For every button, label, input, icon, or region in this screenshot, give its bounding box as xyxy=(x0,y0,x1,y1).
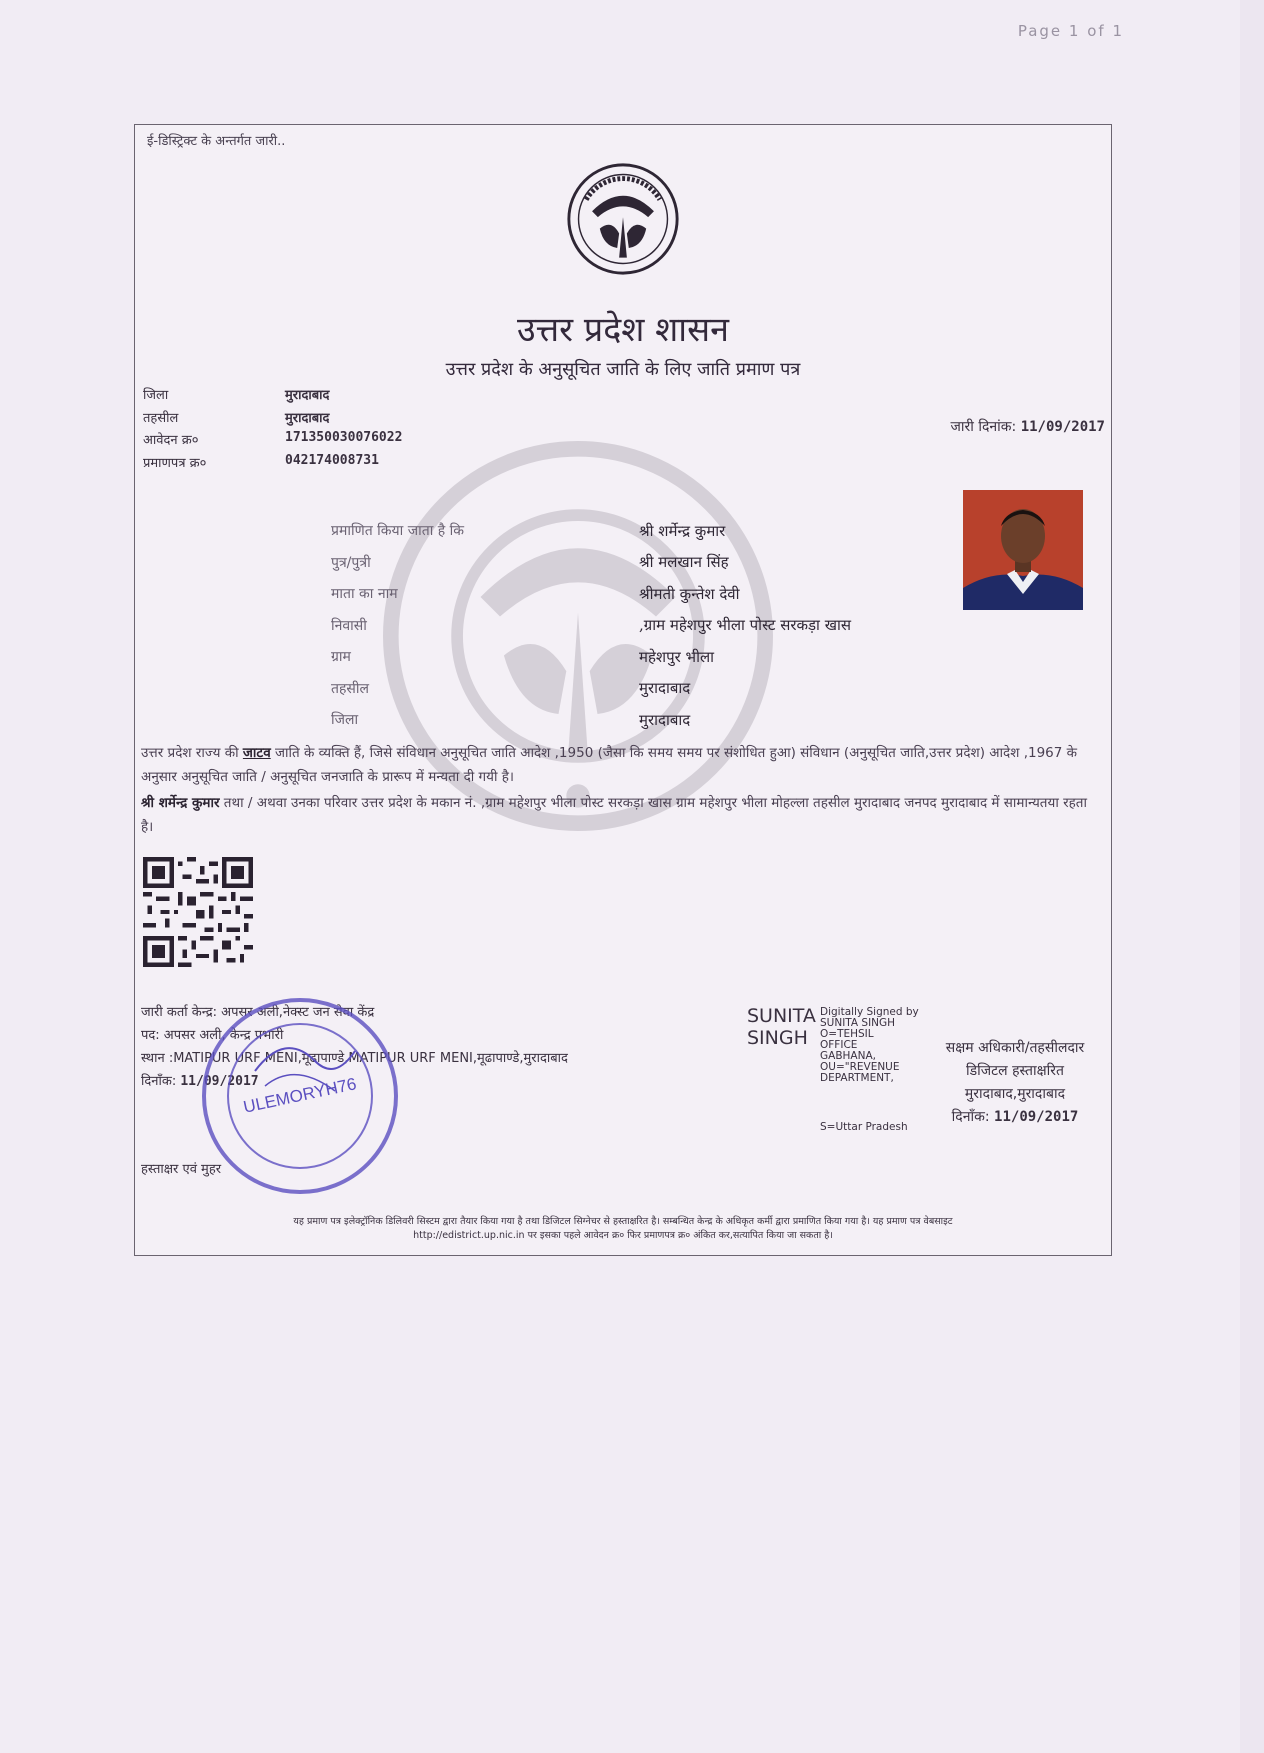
detail-label: पुत्र/पुत्री xyxy=(331,554,371,571)
detail-label: जिला xyxy=(331,712,359,729)
issuer-date-label: दिनाँक: xyxy=(141,1074,181,1089)
meta-label: प्रमाणपत्र क्र० xyxy=(143,455,207,471)
signature-detail-line: OFFICE xyxy=(820,1039,858,1051)
detail-label: ग्राम xyxy=(331,649,351,666)
signer-name-line2: SINGH xyxy=(747,1027,808,1049)
certificate-subtitle: उत्तर प्रदेश के अनुसूचित जाति के लिए जाति प्रमाण पत्र xyxy=(445,359,801,380)
issue-date-label: जारी दिनांक: xyxy=(950,419,1017,435)
certificate-meta xyxy=(143,385,402,475)
applicant-details xyxy=(331,515,851,736)
stamp-code: ULEMORYH76 xyxy=(241,1074,359,1117)
officer-digital-signed: डिजिटल हस्ताक्षरित xyxy=(966,1063,1064,1079)
residence-statement-text: तथा / अथवा उनका परिवार उत्तर प्रदेश के मकान नं. ,ग्राम महेशपुर भीला पोस्ट सरकड़ा खास ग्राम महेशपुर भीला मोहल्ला तहसील मुरादाबाद जनपद मुरादाबाद में सामान्यतया रहता है। xyxy=(141,795,1087,835)
caste-statement xyxy=(141,741,1101,789)
meta-row xyxy=(143,408,402,431)
application-number: 171350030076022 xyxy=(285,430,403,445)
issuer-post: पद: अपसर अली, केन्द्र प्रभारी xyxy=(141,1028,284,1043)
tehsil: मुरादाबाद xyxy=(639,679,691,698)
residence-statement xyxy=(141,791,1101,839)
officer-date xyxy=(925,1106,1105,1129)
meta-value: मुरादाबाद xyxy=(285,388,330,403)
verification-footer xyxy=(135,1215,1111,1243)
detail-row xyxy=(331,704,851,736)
meta-label: तहसील xyxy=(143,410,179,426)
qr-code xyxy=(143,857,253,967)
officer-title: सक्षम अधिकारी/तहसीलदार xyxy=(945,1040,1085,1056)
officer-date-value: 11/09/2017 xyxy=(994,1109,1079,1125)
issuer-center: जारी कर्ता केन्द्र: अपसर अली,नेक्स्ट जन सेवा केंद्र xyxy=(141,1005,375,1020)
detail-row xyxy=(331,578,851,610)
signature-detail-line: Digitally Signed by xyxy=(820,1006,919,1018)
detail-label: प्रमाणित किया जाता है कि xyxy=(331,523,465,540)
footer-line: यह प्रमाण पत्र इलेक्ट्रॉनिक डिलिवरी सिस्टम द्वारा तैयार किया गया है तथा डिजिटल सिग्नेचर से हस्ताक्षरित है। सम्बन्धित केन्द्र के अधिकृत कर्मी द्वारा प्रमाणित किया गया है। यह प्रमाण पत्र वेबसाइट xyxy=(293,1216,953,1227)
father-name: श्री मलखान सिंह xyxy=(639,553,729,572)
signature-detail-line: O=TEHSIL xyxy=(820,1028,874,1040)
detail-row xyxy=(331,641,851,673)
issuer-place: स्थान :MATIPUR URF MENI,मूढापाण्डे,MATIPUR URF MENI,मूढापाण्डे,मुरादाबाद xyxy=(141,1051,568,1066)
caste-certificate xyxy=(134,124,1112,1256)
signature-detail-line: DEPARTMENT, xyxy=(820,1072,894,1084)
signature-state: S=Uttar Pradesh xyxy=(820,1121,908,1133)
detail-label: निवासी xyxy=(331,617,367,634)
official-stamp xyxy=(195,991,405,1201)
district: मुरादाबाद xyxy=(639,710,691,729)
caste-statement-post: जाति के व्यक्ति हैं, जिसे संविधान अनुसूचित जाति आदेश ,1950 (जैसा कि समय समय पर संशोधित हुआ) संविधान (अनुसूचित जाति,उत्तर प्रदेश) आदेश ,1967 के अनुसार अनुसूचित जाति / अनुसूचित जनजाति के प्रारूप में मन्यता दी गयी है। xyxy=(141,745,1078,785)
certificate-title: उत्तर प्रदेश शासन xyxy=(517,310,729,350)
detail-row xyxy=(331,515,851,547)
detail-label: तहसील xyxy=(331,680,369,697)
issuer-date-value: 11/09/2017 xyxy=(180,1074,259,1089)
signature-detail-line: GABHANA, xyxy=(820,1050,876,1062)
meta-row xyxy=(143,385,402,408)
digital-signature-details xyxy=(820,1007,930,1084)
applicant-photo xyxy=(963,490,1083,610)
edistrict-note: ई-डिस्ट्रिक्ट के अन्तर्गत जारी.. xyxy=(147,134,286,149)
detail-row xyxy=(331,673,851,705)
signature-seal-label: हस्ताक्षर एवं मुहर xyxy=(141,1162,222,1177)
caste-statement-pre: उत्तर प्रदेश राज्य की xyxy=(141,745,243,761)
signer-name-line1: SUNITA xyxy=(747,1005,816,1027)
competent-officer-block xyxy=(925,1037,1105,1129)
detail-row xyxy=(331,547,851,579)
detail-row xyxy=(331,610,851,642)
residence-statement-name: श्री शर्मेन्द्र कुमार xyxy=(141,795,220,811)
officer-location: मुरादाबाद,मुरादाबाद xyxy=(964,1086,1066,1102)
issue-date-value: 11/09/2017 xyxy=(1020,419,1105,435)
detail-label: माता का नाम xyxy=(331,586,398,603)
meta-row xyxy=(143,430,402,453)
digital-signer-name xyxy=(747,1005,816,1049)
mother-name: श्रीमती कुन्तेश देवी xyxy=(639,584,740,603)
meta-label: आवेदन क्र० xyxy=(143,433,199,448)
page-number-header: Page 1 of 1 xyxy=(1017,22,1124,40)
applicant-name: श्री शर्मेन्द्र कुमार xyxy=(639,521,726,540)
meta-label: जिला xyxy=(143,388,169,403)
village: महेशपुर भीला xyxy=(639,647,715,666)
officer-date-label: दिनाँक: xyxy=(951,1109,995,1125)
issue-date xyxy=(951,417,1106,436)
meta-row xyxy=(143,453,402,476)
footer-url-line: http://edistrict.up.nic.in पर इसका पहले आवेदन क्र० फिर प्रमाणपत्र क्र० अंकित कर,सत्यापित किया जा सकता है। xyxy=(413,1230,833,1241)
caste-name: जाटव xyxy=(242,745,271,761)
up-government-emblem-icon xyxy=(565,161,681,277)
signature-detail-line: SUNITA SINGH xyxy=(820,1017,896,1029)
meta-value: मुरादाबाद xyxy=(285,410,330,426)
certificate-number: 042174008731 xyxy=(285,452,379,468)
residence: ,ग्राम महेशपुर भीला पोस्ट सरकड़ा खास xyxy=(639,616,851,635)
signature-detail-line: OU="REVENUE xyxy=(820,1061,900,1073)
